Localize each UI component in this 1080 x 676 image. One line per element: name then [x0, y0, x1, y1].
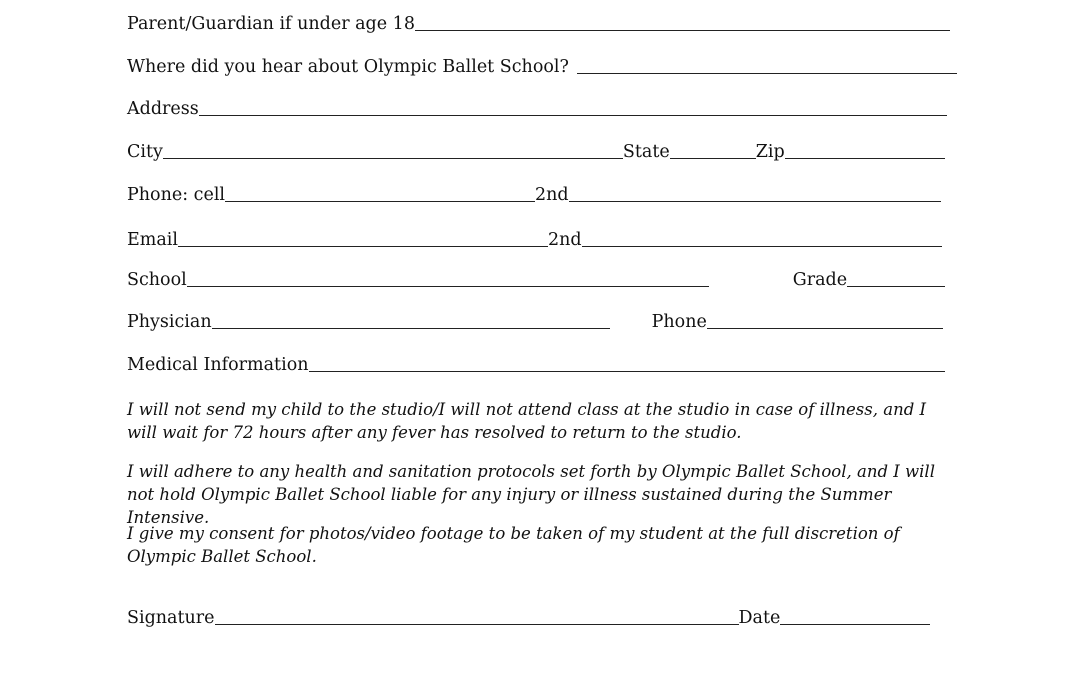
city-label: City	[127, 142, 163, 162]
physician-row	[127, 311, 943, 333]
phone-cell-label: Phone: cell	[127, 185, 226, 205]
school-grade-row	[127, 269, 945, 291]
address-field[interactable]	[199, 115, 947, 116]
medical-info-row	[127, 354, 945, 376]
state-field[interactable]	[670, 158, 756, 159]
phone-second-label: 2nd	[535, 185, 569, 205]
illness-statement: I will not send my child to the studio/I will not attend class at the studio in case of illness, and I will wait for 72 hours after any fever has resolved to return to the studio.	[127, 400, 927, 442]
signature-label: Signature	[127, 608, 215, 628]
physician-phone-field[interactable]	[707, 328, 943, 329]
protocols-statement: I will adhere to any health and sanitation protocols set forth by Olympic Ballet School, and I will not hold Olympic Ballet School liable for any injury or illness sustained during the Summer Intensive.	[127, 462, 935, 527]
city-state-zip-row	[127, 141, 945, 163]
grade-label: Grade	[792, 270, 848, 290]
heard-about-label: Where did you hear about Olympic Ballet School?	[127, 57, 569, 77]
physician-phone-label: Phone	[651, 312, 707, 332]
address-label: Address	[127, 99, 199, 119]
email-second-label: 2nd	[548, 230, 582, 250]
zip-label: Zip	[755, 142, 785, 162]
email-label: Email	[127, 230, 178, 250]
cut-off-text-line	[127, 664, 927, 676]
zip-field[interactable]	[785, 158, 945, 159]
grade-field[interactable]	[847, 286, 945, 287]
school-label: School	[127, 270, 187, 290]
email-field[interactable]	[178, 246, 548, 247]
heard-about-field[interactable]	[577, 73, 957, 74]
signature-field[interactable]	[215, 624, 739, 625]
consent-statement: I give my consent for photos/video footage to be taken of my student at the full discretion of Olympic Ballet School.	[127, 524, 900, 566]
physician-field[interactable]	[212, 328, 610, 329]
email-second-field[interactable]	[582, 246, 942, 247]
date-field[interactable]	[780, 624, 930, 625]
signature-row	[127, 607, 930, 629]
address-row	[127, 98, 947, 120]
parent-guardian-row	[127, 13, 950, 35]
state-label: State	[622, 142, 670, 162]
date-label: Date	[738, 608, 781, 628]
medical-info-field[interactable]	[309, 371, 945, 372]
email-row	[127, 229, 942, 251]
phone-cell-field[interactable]	[225, 201, 535, 202]
parent-guardian-label: Parent/Guardian if under age 18	[127, 14, 415, 34]
physician-label: Physician	[127, 312, 212, 332]
city-field[interactable]	[163, 158, 623, 159]
heard-about-row	[127, 56, 957, 78]
medical-info-label: Medical Information	[127, 355, 309, 375]
parent-guardian-field[interactable]	[415, 30, 950, 31]
school-field[interactable]	[187, 286, 709, 287]
phone-row	[127, 184, 941, 206]
phone-second-field[interactable]	[569, 201, 941, 202]
